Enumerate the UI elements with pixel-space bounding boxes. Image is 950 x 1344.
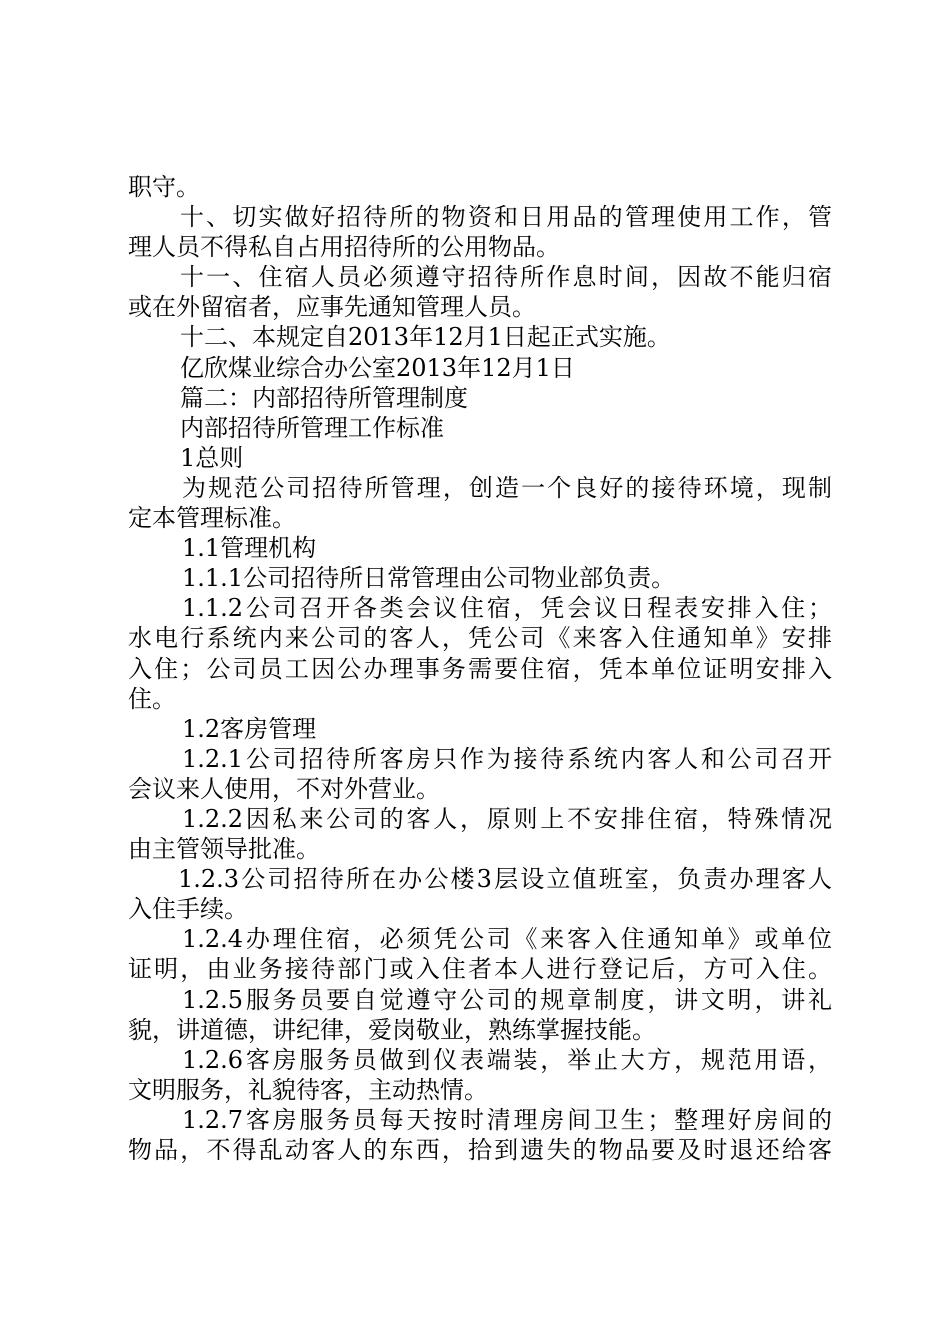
text-line: 入住手续。	[128, 895, 248, 924]
text-line: 或在外留宿者，应事先通知管理人员。	[128, 293, 536, 322]
text-line: 1.2客房管理	[182, 714, 317, 743]
text-line: 1.2.1公司招待所客房只作为接待系统内客人和公司召开	[182, 744, 832, 773]
text-line: 会议来人使用，不对外营业。	[128, 774, 440, 803]
text-line: 1.2.4办理住宿，必须凭公司《来客入住通知单》或单位	[182, 925, 832, 954]
text-line: 为规范公司招待所管理，创造一个良好的接待环境，现制	[182, 473, 832, 502]
text-line: 理人员不得私自占用招待所的公用物品。	[128, 233, 560, 262]
text-line: 1.2.6客房服务员做到仪表端装，举止大方，规范用语，	[182, 1045, 832, 1074]
text-line: 物品，不得乱动客人的东西，拾到遗失的物品要及时退还给客	[128, 1136, 832, 1164]
text-line: 1.1.1公司招待所日常管理由公司物业部负责。	[182, 564, 676, 593]
text-line: 入住；公司员工因公办理事务需要住宿，凭本单位证明安排入	[128, 654, 832, 683]
text-line: 1.2.2因私来公司的客人，原则上不安排住宿，特殊情况	[182, 804, 832, 833]
text-line: 住。	[128, 684, 176, 713]
text-line: 十、切实做好招待所的物资和日用品的管理使用工作，管	[180, 203, 832, 232]
document-page	[128, 172, 832, 1165]
text-line: 职守。	[128, 173, 200, 201]
text-line: 1.1.2公司召开各类会议住宿，凭会议日程表安排入住；	[182, 594, 832, 623]
text-line: 1总则	[180, 443, 244, 472]
text-line: 亿欣煤业综合办公室2013年12月1日	[180, 353, 575, 382]
text-line: 1.2.3公司招待所在办公楼3层设立值班室，负责办理客人	[178, 865, 832, 894]
text-line: 由主管领导批准。	[128, 835, 320, 864]
text-line: 内部招待所管理工作标准	[180, 413, 444, 442]
text-line: 十一、住宿人员必须遵守招待所作息时间，因故不能归宿	[180, 263, 832, 292]
text-line: 貌，讲道德，讲纪律，爱岗敬业，熟练掌握技能。	[128, 1015, 656, 1044]
text-line: 证明，由业务接待部门或入住者本人进行登记后，方可入住。	[128, 955, 832, 984]
text-line: 篇二：内部招待所管理制度	[180, 383, 468, 412]
text-line: 1.2.7客房服务员每天按时清理房间卫生；整理好房间的	[182, 1105, 832, 1134]
text-line: 文明服务，礼貌待客，主动热情。	[128, 1075, 488, 1104]
text-line: 1.1管理机构	[182, 534, 317, 563]
text-line: 水电行系统内来公司的客人，凭公司《来客入住通知单》安排	[128, 624, 832, 653]
text-line: 定本管理标准。	[128, 504, 296, 533]
text-line: 十二、本规定自2013年12月1日起正式实施。	[180, 323, 671, 352]
text-line: 1.2.5服务员要自觉遵守公司的规章制度，讲文明，讲礼	[182, 985, 832, 1014]
